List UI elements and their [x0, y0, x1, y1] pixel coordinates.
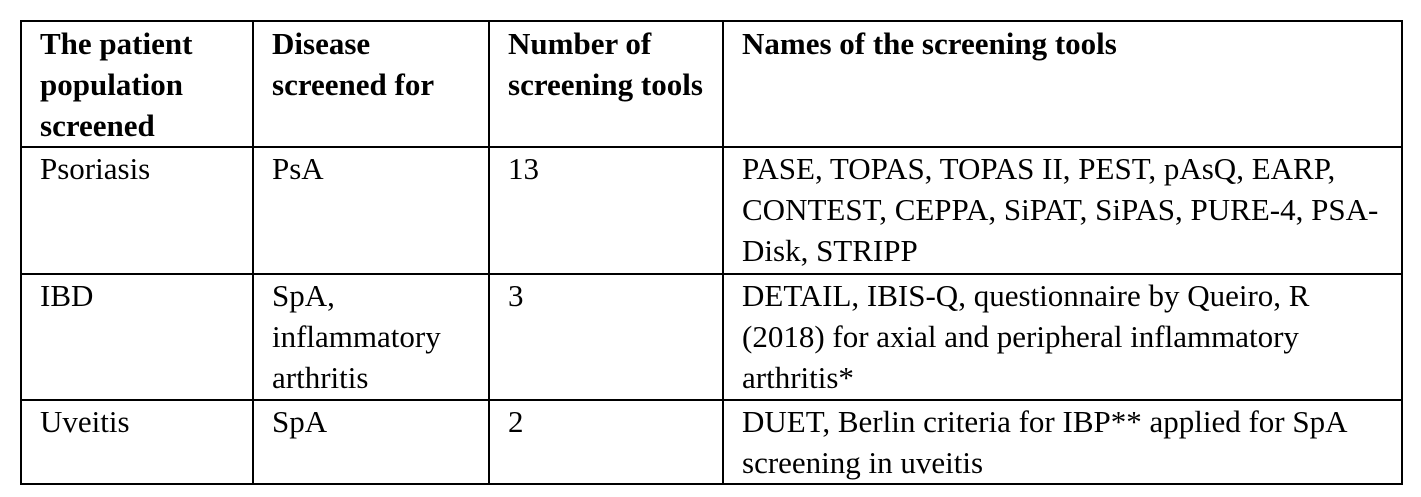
cell-disease: PsA — [253, 147, 489, 274]
cell-tools: PASE, TOPAS, TOPAS II, PEST, pAsQ, EARP, CONTEST, CEPPA, SiPAT, SiPAS, PURE-4, PSA-Disk, STRIPP — [723, 147, 1402, 274]
table-row — [21, 400, 1402, 484]
screening-tools-table — [20, 20, 1403, 485]
table-header-row — [21, 21, 1402, 147]
header-count: Number of screening tools — [489, 21, 723, 147]
cell-count: 13 — [489, 147, 723, 274]
cell-tools: DETAIL, IBIS-Q, questionnaire by Queiro, R (2018) for axial and peripheral inflammatory arthritis* — [723, 274, 1402, 400]
cell-population: Psoriasis — [21, 147, 253, 274]
cell-disease: SpA, inflammatory arthritis — [253, 274, 489, 400]
header-disease: Disease screened for — [253, 21, 489, 147]
cell-disease: SpA — [253, 400, 489, 484]
table-row — [21, 274, 1402, 400]
cell-tools: DUET, Berlin criteria for IBP** applied for SpA screening in uveitis — [723, 400, 1402, 484]
header-tools: Names of the screening tools — [723, 21, 1402, 147]
cell-count: 3 — [489, 274, 723, 400]
table-row — [21, 147, 1402, 274]
header-population: The patient population screened — [21, 21, 253, 147]
cell-count: 2 — [489, 400, 723, 484]
cell-population: IBD — [21, 274, 253, 400]
cell-population: Uveitis — [21, 400, 253, 484]
